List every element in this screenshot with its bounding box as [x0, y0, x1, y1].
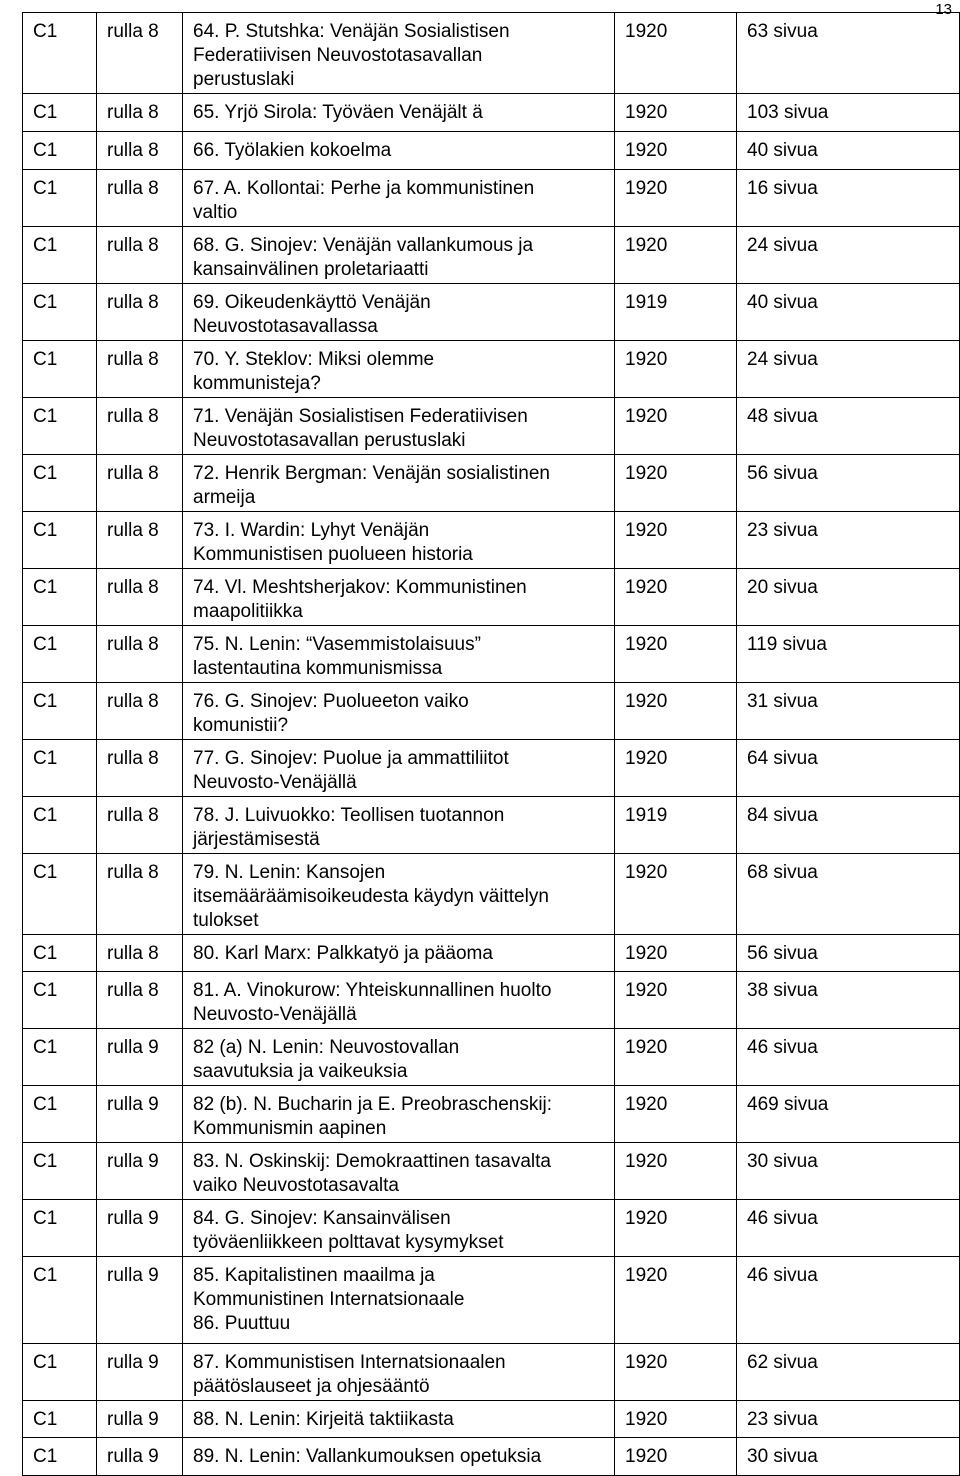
year-cell: 1920 — [615, 13, 737, 94]
year-cell: 1920 — [615, 569, 737, 626]
year-cell: 1920 — [615, 1344, 737, 1401]
page-number: 13 — [935, 1, 952, 18]
title-cell: 83. N. Oskinskij: Demokraattinen tasavalta vaiko Neuvostotasavalta — [183, 1143, 615, 1200]
title-cell: 81. A. Vinokurow: Yhteiskunnallinen huolto Neuvosto-Venäjällä — [183, 972, 615, 1029]
collection-cell: C1 — [23, 935, 97, 972]
table-row — [23, 170, 960, 227]
pages-cell: 103 sivua — [737, 94, 960, 132]
table-row — [23, 740, 960, 797]
year-cell: 1920 — [615, 626, 737, 683]
pages-cell: 30 sivua — [737, 1438, 960, 1476]
collection-cell: C1 — [23, 1344, 97, 1401]
collection-cell: C1 — [23, 797, 97, 854]
title-cell: 75. N. Lenin: “Vasemmistolaisuus” lastentautina kommunismissa — [183, 626, 615, 683]
collection-cell: C1 — [23, 455, 97, 512]
year-cell: 1919 — [615, 284, 737, 341]
title-cell: 74. Vl. Meshtsherjakov: Kommunistinen maapolitiikka — [183, 569, 615, 626]
table-row — [23, 797, 960, 854]
pages-cell: 119 sivua — [737, 626, 960, 683]
roll-cell: rulla 8 — [97, 854, 183, 935]
year-cell: 1920 — [615, 170, 737, 227]
table-row — [23, 512, 960, 569]
title-cell: 78. J. Luivuokko: Teollisen tuotannon järjestämisestä — [183, 797, 615, 854]
roll-cell: rulla 9 — [97, 1438, 183, 1476]
table-row — [23, 683, 960, 740]
pages-cell: 38 sivua — [737, 972, 960, 1029]
collection-cell: C1 — [23, 683, 97, 740]
table-row — [23, 1344, 960, 1401]
pages-cell: 84 sivua — [737, 797, 960, 854]
title-cell: 88. N. Lenin: Kirjeitä taktiikasta — [183, 1401, 615, 1438]
roll-cell: rulla 8 — [97, 740, 183, 797]
table-row — [23, 13, 960, 94]
year-cell: 1920 — [615, 227, 737, 284]
pages-cell: 62 sivua — [737, 1344, 960, 1401]
year-cell: 1920 — [615, 132, 737, 170]
pages-cell: 31 sivua — [737, 683, 960, 740]
collection-cell: C1 — [23, 227, 97, 284]
table-row — [23, 569, 960, 626]
table-row — [23, 626, 960, 683]
pages-cell: 64 sivua — [737, 740, 960, 797]
table-row — [23, 1200, 960, 1257]
collection-cell: C1 — [23, 740, 97, 797]
roll-cell: rulla 8 — [97, 341, 183, 398]
collection-cell: C1 — [23, 854, 97, 935]
pages-cell: 56 sivua — [737, 935, 960, 972]
roll-cell: rulla 9 — [97, 1401, 183, 1438]
table-row — [23, 455, 960, 512]
roll-cell: rulla 8 — [97, 683, 183, 740]
collection-cell: C1 — [23, 972, 97, 1029]
title-cell: 85. Kapitalistinen maailma ja Kommunistinen Internatsionaale 86. Puuttuu — [183, 1257, 615, 1344]
title-cell: 87. Kommunistisen Internatsionaalen päätöslauseet ja ohjesääntö — [183, 1344, 615, 1401]
table-row — [23, 935, 960, 972]
title-cell: 89. N. Lenin: Vallankumouksen opetuksia — [183, 1438, 615, 1476]
title-cell: 64. P. Stutshka: Venäjän Sosialistisen Federatiivisen Neuvostotasavallan perustuslaki — [183, 13, 615, 94]
title-cell: 76. G. Sinojev: Puolueeton vaiko komunistii? — [183, 683, 615, 740]
pages-cell: 469 sivua — [737, 1086, 960, 1143]
title-cell: 65. Yrjö Sirola: Työväen Venäjält ä — [183, 94, 615, 132]
title-cell: 68. G. Sinojev: Venäjän vallankumous ja kansainvälinen proletariaatti — [183, 227, 615, 284]
roll-cell: rulla 8 — [97, 455, 183, 512]
collection-cell: C1 — [23, 13, 97, 94]
year-cell: 1920 — [615, 1143, 737, 1200]
pages-cell: 56 sivua — [737, 455, 960, 512]
year-cell: 1920 — [615, 854, 737, 935]
collection-cell: C1 — [23, 626, 97, 683]
roll-cell: rulla 8 — [97, 170, 183, 227]
table-row — [23, 1029, 960, 1086]
roll-cell: rulla 9 — [97, 1200, 183, 1257]
roll-cell: rulla 8 — [97, 972, 183, 1029]
catalog-body — [23, 13, 960, 1476]
table-row — [23, 854, 960, 935]
pages-cell: 20 sivua — [737, 569, 960, 626]
table-row — [23, 398, 960, 455]
collection-cell: C1 — [23, 170, 97, 227]
pages-cell: 48 sivua — [737, 398, 960, 455]
year-cell: 1920 — [615, 740, 737, 797]
year-cell: 1920 — [615, 512, 737, 569]
collection-cell: C1 — [23, 1257, 97, 1344]
collection-cell: C1 — [23, 512, 97, 569]
roll-cell: rulla 8 — [97, 935, 183, 972]
year-cell: 1920 — [615, 341, 737, 398]
pages-cell: 40 sivua — [737, 132, 960, 170]
year-cell: 1920 — [615, 455, 737, 512]
title-cell: 69. Oikeudenkäyttö Venäjän Neuvostotasavallassa — [183, 284, 615, 341]
pages-cell: 46 sivua — [737, 1257, 960, 1344]
pages-cell: 68 sivua — [737, 854, 960, 935]
pages-cell: 30 sivua — [737, 1143, 960, 1200]
table-row — [23, 132, 960, 170]
collection-cell: C1 — [23, 1401, 97, 1438]
collection-cell: C1 — [23, 1029, 97, 1086]
title-cell: 70. Y. Steklov: Miksi olemme kommunisteja? — [183, 341, 615, 398]
table-row — [23, 284, 960, 341]
catalog-table — [22, 12, 960, 1476]
roll-cell: rulla 9 — [97, 1086, 183, 1143]
roll-cell: rulla 8 — [97, 398, 183, 455]
title-cell: 66. Työlakien kokoelma — [183, 132, 615, 170]
title-cell: 71. Venäjän Sosialistisen Federatiivisen Neuvostotasavallan perustuslaki — [183, 398, 615, 455]
year-cell: 1920 — [615, 1401, 737, 1438]
table-row — [23, 1438, 960, 1476]
year-cell: 1919 — [615, 797, 737, 854]
table-row — [23, 341, 960, 398]
year-cell: 1920 — [615, 683, 737, 740]
year-cell: 1920 — [615, 398, 737, 455]
table-row — [23, 1143, 960, 1200]
year-cell: 1920 — [615, 935, 737, 972]
roll-cell: rulla 8 — [97, 132, 183, 170]
collection-cell: C1 — [23, 398, 97, 455]
year-cell: 1920 — [615, 1200, 737, 1257]
collection-cell: C1 — [23, 284, 97, 341]
title-cell: 67. A. Kollontai: Perhe ja kommunistinen valtio — [183, 170, 615, 227]
table-row — [23, 1086, 960, 1143]
roll-cell: rulla 9 — [97, 1143, 183, 1200]
roll-cell: rulla 8 — [97, 626, 183, 683]
table-row — [23, 1401, 960, 1438]
title-cell: 77. G. Sinojev: Puolue ja ammattiliitot Neuvosto-Venäjällä — [183, 740, 615, 797]
title-cell: 84. G. Sinojev: Kansainvälisen työväenliikkeen polttavat kysymykset — [183, 1200, 615, 1257]
year-cell: 1920 — [615, 1257, 737, 1344]
pages-cell: 23 sivua — [737, 512, 960, 569]
collection-cell: C1 — [23, 341, 97, 398]
roll-cell: rulla 8 — [97, 284, 183, 341]
collection-cell: C1 — [23, 132, 97, 170]
table-row — [23, 1257, 960, 1344]
roll-cell: rulla 8 — [97, 797, 183, 854]
year-cell: 1920 — [615, 972, 737, 1029]
year-cell: 1920 — [615, 1438, 737, 1476]
pages-cell: 23 sivua — [737, 1401, 960, 1438]
roll-cell: rulla 8 — [97, 569, 183, 626]
pages-cell: 46 sivua — [737, 1200, 960, 1257]
collection-cell: C1 — [23, 1438, 97, 1476]
roll-cell: rulla 9 — [97, 1257, 183, 1344]
year-cell: 1920 — [615, 94, 737, 132]
pages-cell: 46 sivua — [737, 1029, 960, 1086]
collection-cell: C1 — [23, 94, 97, 132]
pages-cell: 16 sivua — [737, 170, 960, 227]
title-cell: 79. N. Lenin: Kansojen itsemääräämisoikeudesta käydyn väittelyn tulokset — [183, 854, 615, 935]
pages-cell: 24 sivua — [737, 341, 960, 398]
year-cell: 1920 — [615, 1086, 737, 1143]
title-cell: 80. Karl Marx: Palkkatyö ja pääoma — [183, 935, 615, 972]
collection-cell: C1 — [23, 1200, 97, 1257]
year-cell: 1920 — [615, 1029, 737, 1086]
pages-cell: 63 sivua — [737, 13, 960, 94]
collection-cell: C1 — [23, 569, 97, 626]
title-cell: 82 (b). N. Bucharin ja E. Preobraschenskij: Kommunismin aapinen — [183, 1086, 615, 1143]
collection-cell: C1 — [23, 1143, 97, 1200]
table-row — [23, 972, 960, 1029]
roll-cell: rulla 8 — [97, 94, 183, 132]
title-cell: 73. I. Wardin: Lyhyt Venäjän Kommunistisen puolueen historia — [183, 512, 615, 569]
pages-cell: 24 sivua — [737, 227, 960, 284]
title-cell: 72. Henrik Bergman: Venäjän sosialistinen armeija — [183, 455, 615, 512]
collection-cell: C1 — [23, 1086, 97, 1143]
table-row — [23, 227, 960, 284]
roll-cell: rulla 8 — [97, 227, 183, 284]
roll-cell: rulla 8 — [97, 512, 183, 569]
roll-cell: rulla 8 — [97, 13, 183, 94]
pages-cell: 40 sivua — [737, 284, 960, 341]
table-row — [23, 94, 960, 132]
title-cell: 82 (a) N. Lenin: Neuvostovallan saavutuksia ja vaikeuksia — [183, 1029, 615, 1086]
roll-cell: rulla 9 — [97, 1344, 183, 1401]
roll-cell: rulla 9 — [97, 1029, 183, 1086]
